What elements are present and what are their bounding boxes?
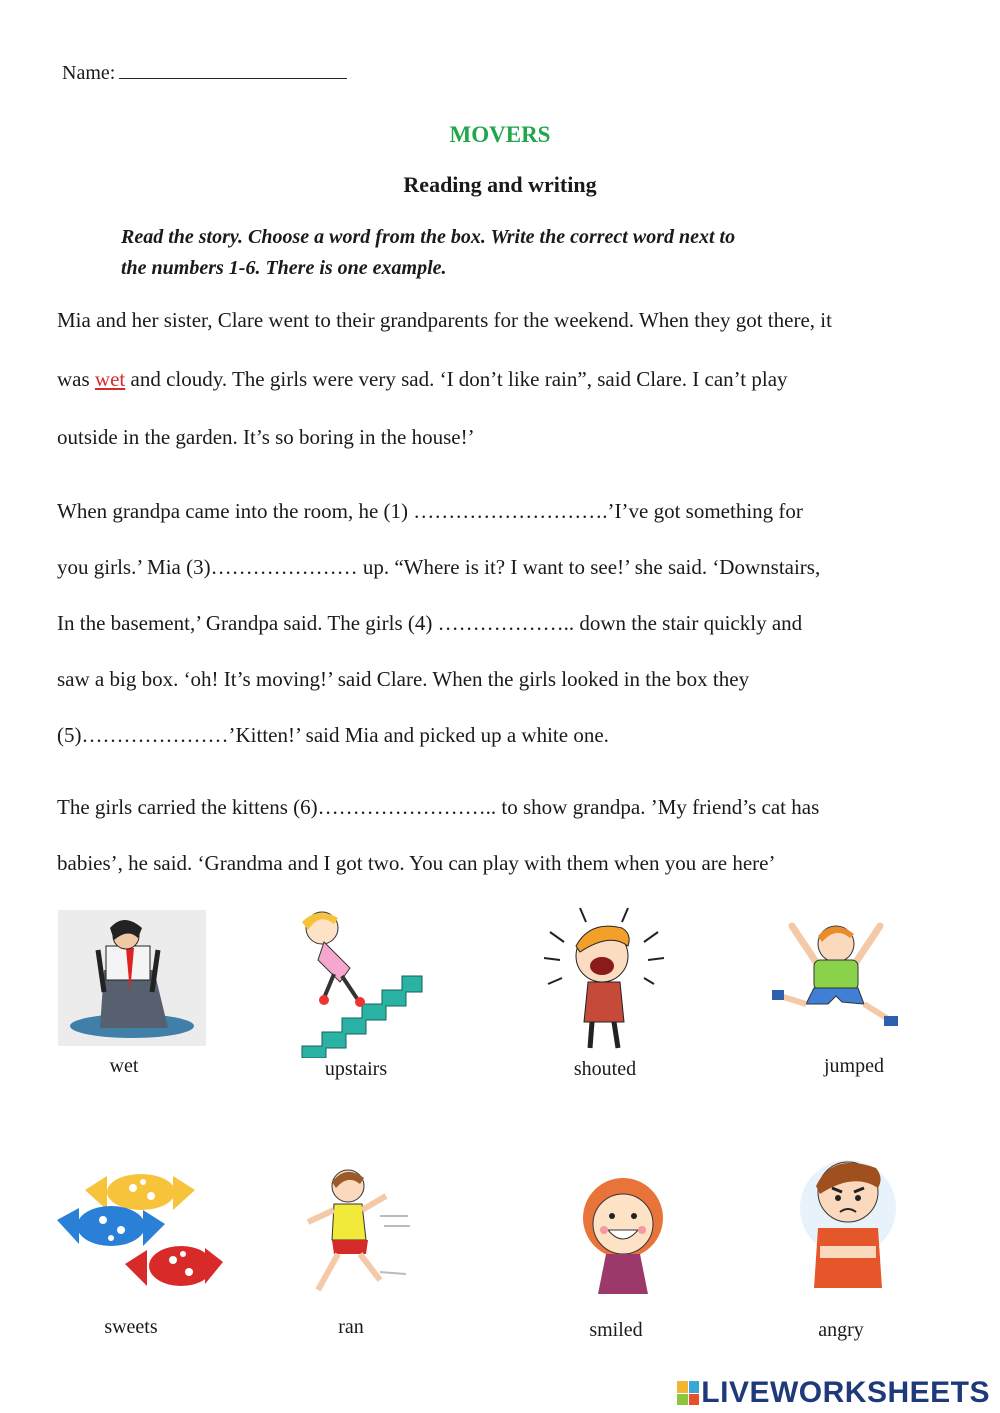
logo-badge-icon	[677, 1381, 699, 1405]
word-upstairs: upstairs	[324, 1058, 388, 1080]
instructions-line-1: Read the story. Choose a word from the box. Write the correct word next to	[121, 226, 736, 248]
word-smiled: smiled	[589, 1319, 643, 1341]
story-line: saw a big box. ‘oh! It’s moving!’ said Clare. When the girls looked in the box they	[57, 667, 750, 691]
story-line: (5)…………………’Kitten!’ said Mia and picked up a white one.	[57, 723, 609, 747]
instructions-line-2: the numbers 1-6. There is one example.	[121, 257, 447, 279]
name-blank[interactable]	[119, 60, 347, 79]
story-line: The girls carried the kittens (6)…………………….. to show grandpa. ’My friend’s cat has	[57, 795, 820, 819]
instructions	[121, 222, 881, 284]
page-title: MOVERS	[449, 122, 551, 147]
word-shouted: shouted	[573, 1058, 637, 1080]
word-sweets: sweets	[104, 1316, 158, 1338]
boy-running-icon	[288, 1162, 414, 1302]
example-answer: wet	[94, 367, 126, 391]
story-text: was	[57, 367, 95, 391]
angry-boy-icon	[792, 1148, 904, 1296]
word-jumped: jumped	[824, 1055, 884, 1077]
liveworksheets-logo	[677, 1376, 990, 1410]
story-line: babies’, he said. ‘Grandma and I got two. You can play with them when you are here’	[57, 851, 776, 875]
story-line: In the basement,’ Grandpa said. The girls (4) ……………….. down the stair quickly and	[57, 611, 803, 635]
word-angry: angry	[818, 1319, 864, 1341]
logo-text: LIVEWORKSHEETS	[701, 1376, 990, 1409]
boy-jumping-icon	[770, 912, 902, 1032]
story-line: you girls.’ Mia (3)………………… up. “Where is it? I want to see!’ she said. ‘Downstairs,	[57, 555, 821, 579]
wet-man-icon	[58, 910, 206, 1046]
name-field	[62, 60, 347, 85]
girl-running-upstairs-icon	[288, 908, 424, 1058]
name-label: Name:	[62, 62, 116, 84]
word-ran: ran	[338, 1316, 364, 1338]
boy-shouting-icon	[540, 902, 668, 1054]
story-line: outside in the garden. It’s so boring in the house!’	[57, 425, 475, 449]
girl-smiling-icon	[568, 1168, 678, 1296]
story-line	[57, 367, 788, 392]
word-wet: wet	[109, 1055, 139, 1077]
story-line: When grandpa came into the room, he (1) ……………………….’I’ve got something for	[57, 499, 803, 523]
story-text: and cloudy. The girls were very sad. ‘I don’t like rain”, said Clare. I can’t play	[125, 367, 788, 391]
story-line: Mia and her sister, Clare went to their grandparents for the weekend. When they got there, it	[57, 308, 832, 332]
page-subtitle: Reading and writing	[403, 172, 597, 197]
candies-icon	[55, 1168, 225, 1296]
